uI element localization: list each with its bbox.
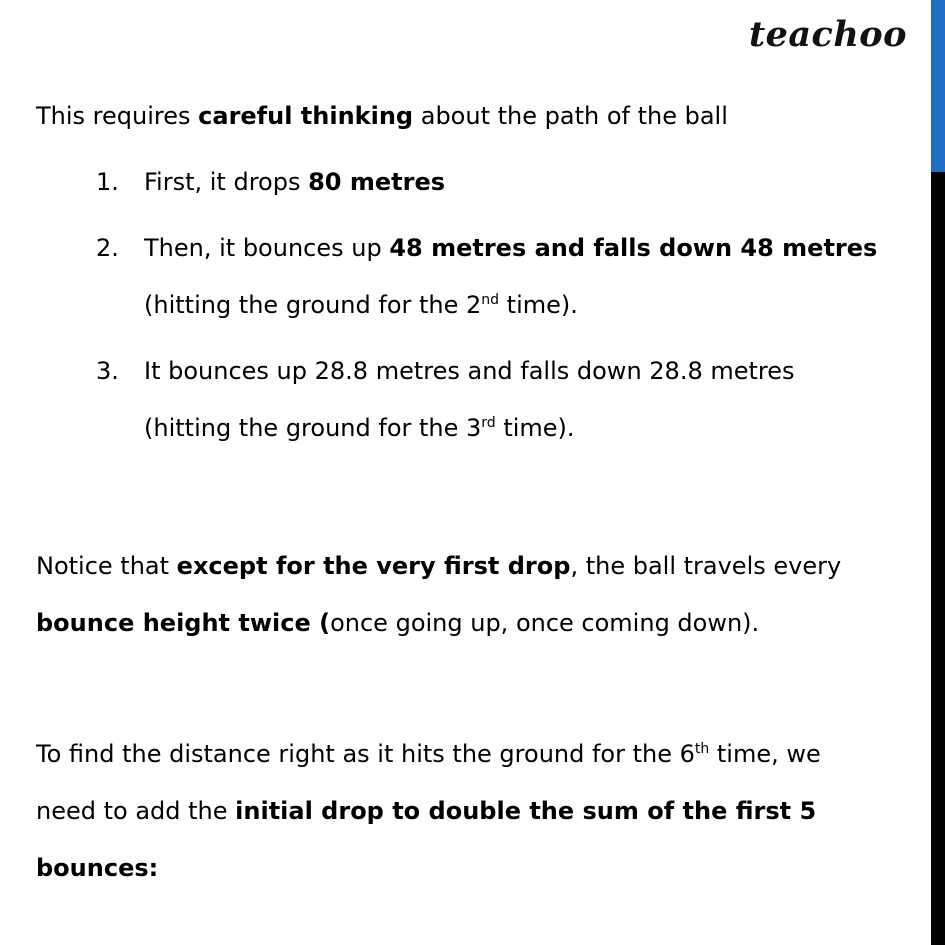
- find-text: need to add the: [36, 797, 236, 825]
- intro-text: This requires: [36, 102, 199, 130]
- step-text: time).: [495, 414, 575, 442]
- intro-line: [36, 88, 896, 145]
- step-item: [36, 220, 896, 334]
- step-number: 3.: [96, 357, 119, 385]
- notice-text: , the ball travels every: [570, 552, 842, 580]
- notice-bold: bounce height twice (: [36, 609, 331, 637]
- spacer: [36, 466, 896, 538]
- step-text: (hitting the ground for the 3: [144, 414, 482, 442]
- step-text: First, it drops: [144, 168, 309, 196]
- slide-content: [36, 88, 896, 897]
- ordinal-suffix: th: [694, 741, 710, 757]
- find-text: time, we: [709, 740, 821, 768]
- side-bar-accent: [931, 0, 945, 172]
- steps-list: [36, 154, 896, 457]
- step-text: Then, it bounces up: [144, 234, 390, 262]
- intro-bold: careful thinking: [198, 102, 414, 130]
- find-bold: initial drop to double the sum of the first 5: [235, 797, 817, 825]
- find-paragraph: [36, 726, 896, 897]
- step-text: time).: [499, 291, 578, 319]
- find-bold: bounces:: [36, 854, 159, 882]
- notice-text: Notice that: [36, 552, 177, 580]
- step-number: 2.: [96, 234, 119, 262]
- ordinal-suffix: nd: [481, 292, 500, 308]
- notice-paragraph: [36, 538, 896, 652]
- step-item: [36, 343, 896, 457]
- notice-text: once going up, once coming down).: [330, 609, 760, 637]
- find-text: To find the distance right as it hits the ground for the 6: [36, 740, 695, 768]
- step-bold: 80 metres: [308, 168, 446, 196]
- intro-text-end: about the path of the ball: [413, 102, 728, 130]
- side-bar: [931, 0, 945, 945]
- step-text: It bounces up 28.8 metres and falls down 28.8 metres: [144, 357, 795, 385]
- teachoo-logo: teachoo: [748, 14, 907, 55]
- step-item: [36, 154, 896, 211]
- notice-bold: except for the very first drop: [176, 552, 571, 580]
- step-number: 1.: [96, 168, 119, 196]
- spacer: [36, 652, 896, 726]
- ordinal-suffix: rd: [481, 415, 496, 431]
- step-text: (hitting the ground for the 2: [144, 291, 482, 319]
- step-bold: 48 metres and falls down 48 metres: [389, 234, 878, 262]
